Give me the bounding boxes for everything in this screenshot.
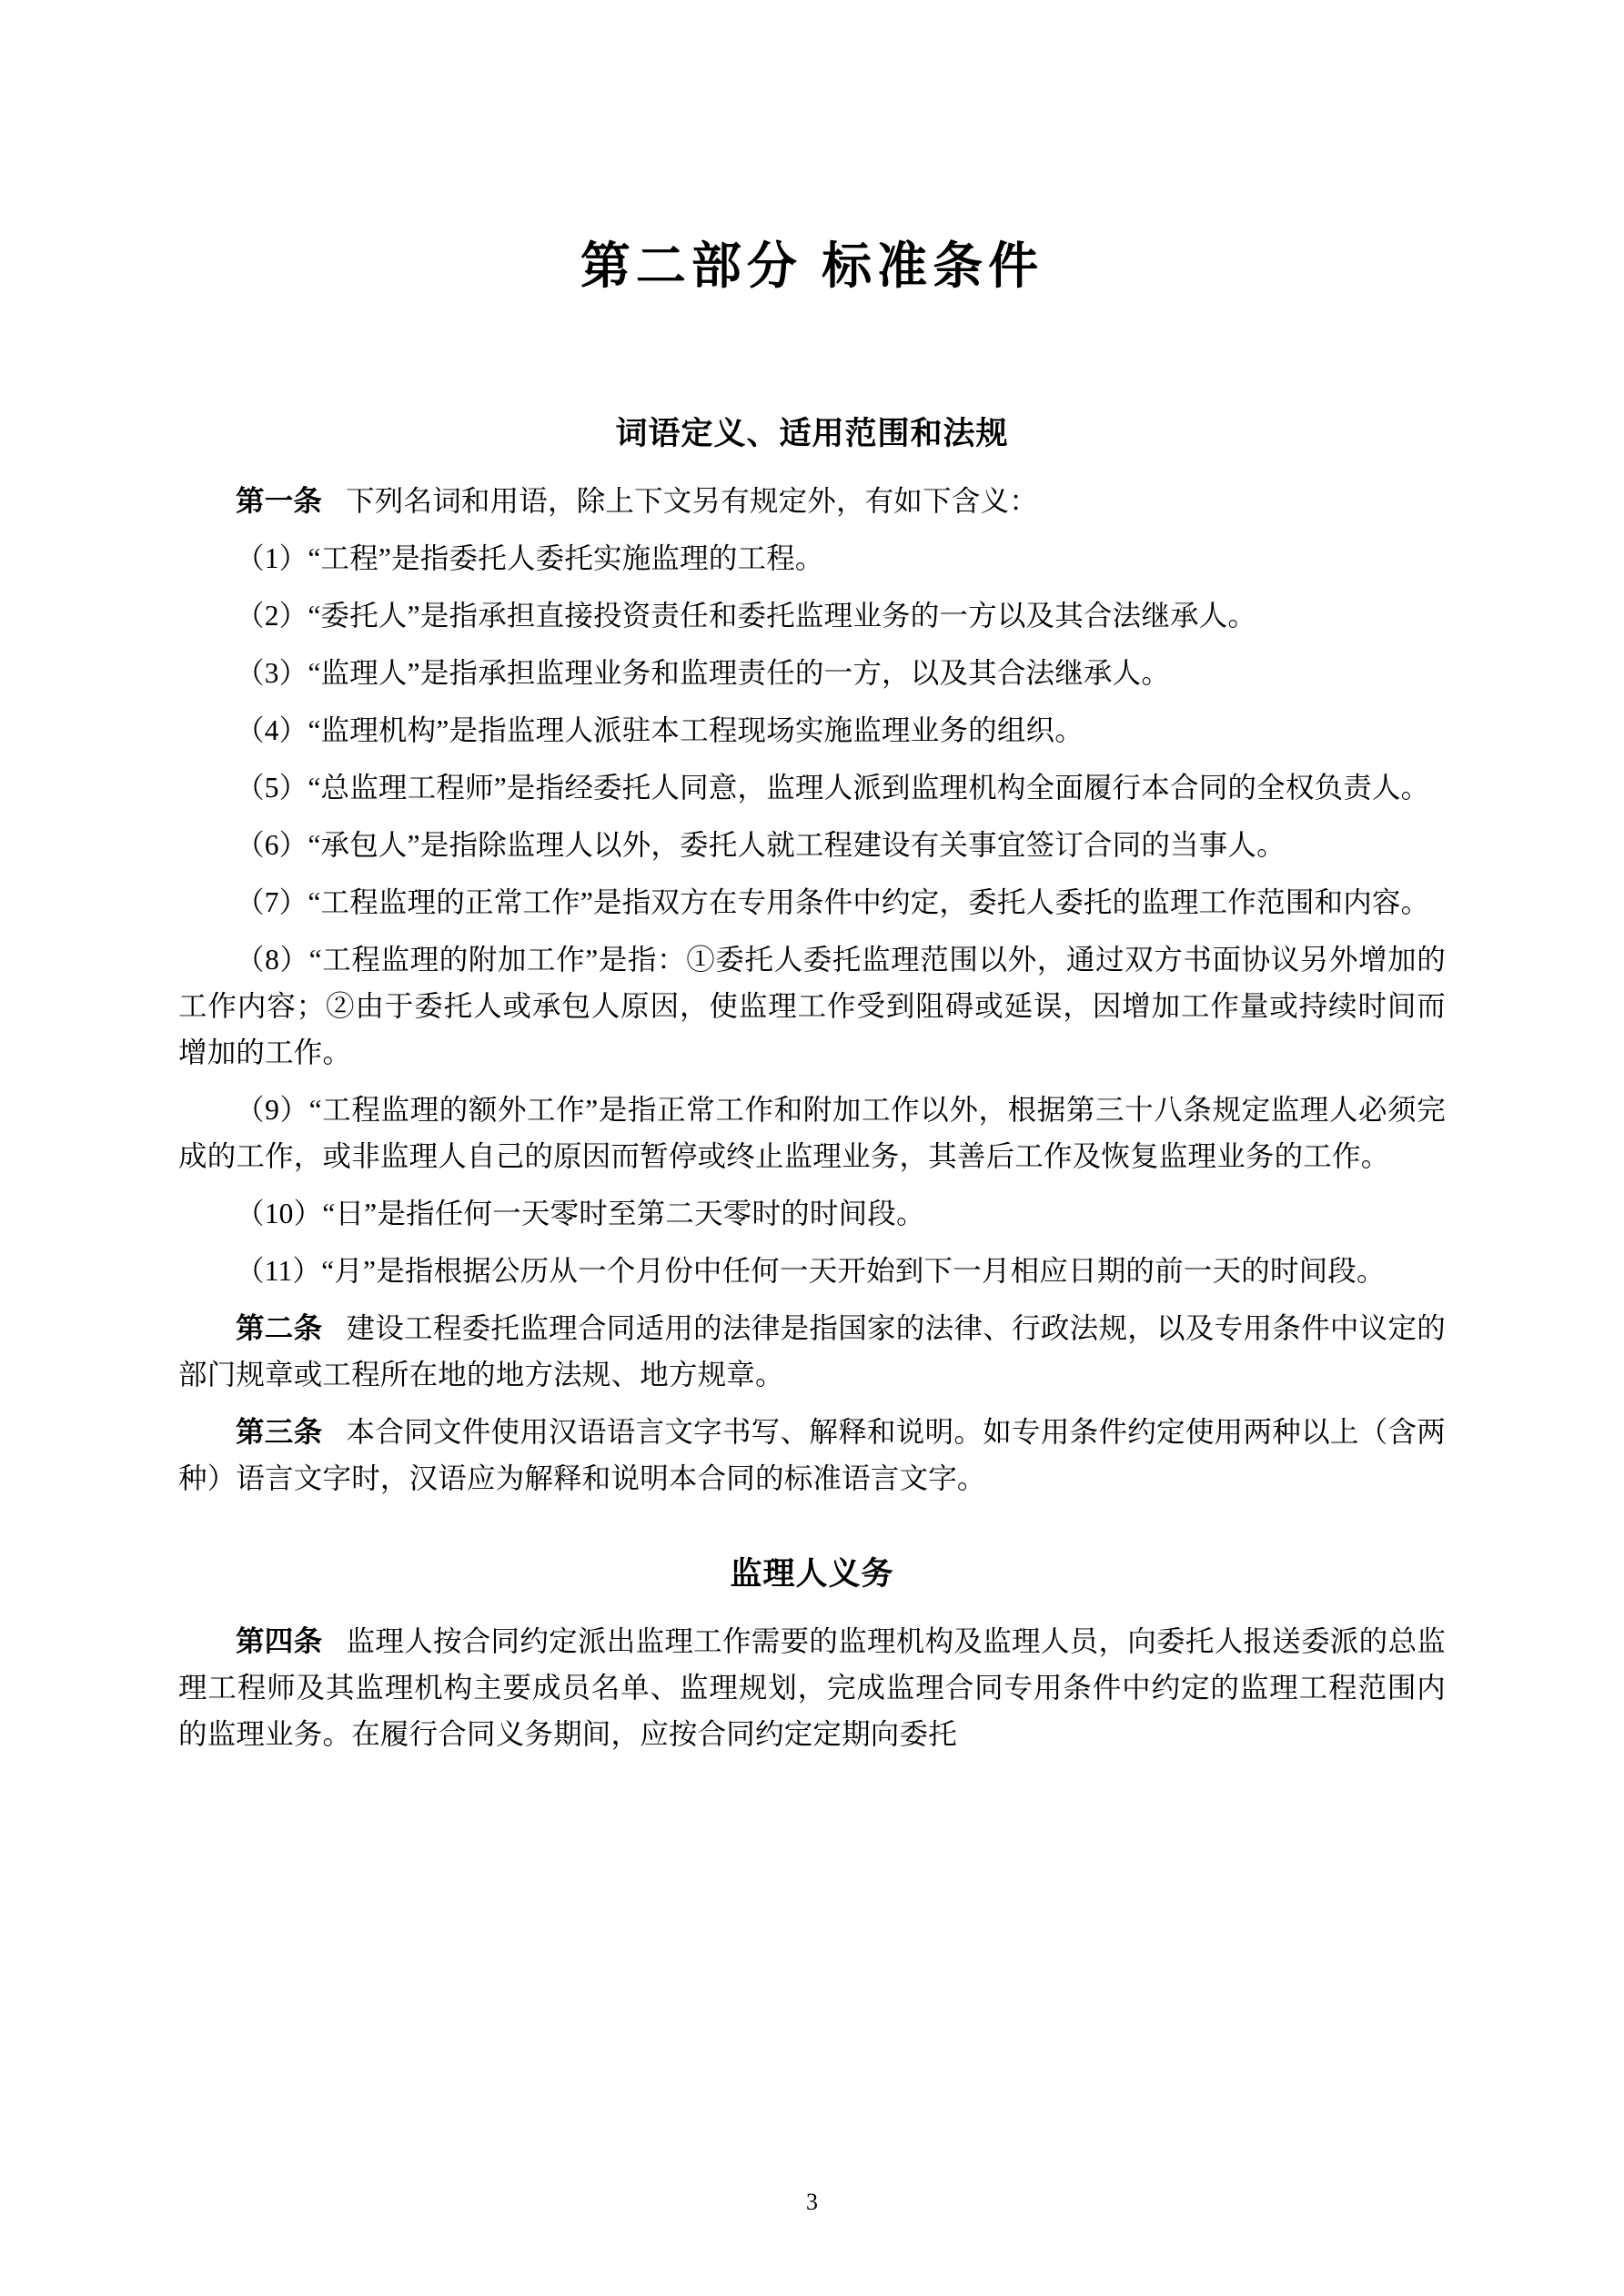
section-heading-definitions: 词语定义、适用范围和法规 (615, 416, 1009, 451)
paragraph-text: 下列名词和用语，除上下文另有规定外，有如下含义： (346, 485, 1038, 517)
paragraph-article-1 (178, 478, 1446, 524)
article-label: 第四条 (236, 1624, 323, 1658)
paragraph-item-6: （6）“承包人”是指除监理人以外，委托人就工程建设有关事宜签订合同的当事人。 (236, 829, 1286, 862)
paragraph-article-3 (178, 1409, 1446, 1502)
paragraph-article-4 (178, 1618, 1446, 1757)
paragraph-text: 本合同文件使用汉语语言文字书写、解释和说明。如专用条件约定使用两种以上（含两种）语言文字时，汉语应为解释和说明本合同的标准语言文字。 (178, 1416, 1446, 1495)
paragraph-article-2 (178, 1305, 1446, 1398)
article-label: 第二条 (236, 1311, 323, 1345)
paragraph-item-11: （11）“月”是指根据公历从一个月份中任何一天开始到下一月相应日期的前一天的时间段。 (236, 1255, 1386, 1288)
article-label: 第三条 (236, 1415, 323, 1449)
paragraph-item-9: （9）“工程监理的额外工作”是指正常工作和附加工作以外，根据第三十八条规定监理人必须完成的工作，或非监理人自己的原因而暂停或终止监理业务，其善后工作及恢复监理业务的工作。 (178, 1094, 1446, 1173)
article-label: 第一条 (236, 484, 323, 517)
paragraph-item-7: （7）“工程监理的正常工作”是指双方在专用条件中约定，委托人委托的监理工作范围和内容。 (236, 886, 1430, 919)
page-title: 第二部分 标准条件 (580, 238, 1044, 294)
paragraph-item-2: （2）“委托人”是指承担直接投资责任和委托监理业务的一方以及其合法继承人。 (236, 600, 1257, 632)
section-heading-supervisor-obligations: 监理人义务 (730, 1556, 894, 1593)
paragraph-item-3: （3）“监理人”是指承担监理业务和监理责任的一方，以及其合法继承人。 (236, 657, 1171, 690)
paragraph-item-5: （5）“总监理工程师”是指经委托人同意，监理人派到监理机构全面履行本合同的全权负责人。 (236, 772, 1430, 804)
paragraph-text: 监理人按合同约定派出监理工作需要的监理机构及监理人员，向委托人报送委派的总监理工程师及其监理机构主要成员名单、监理规划，完成监理合同专用条件中约定的监理工程范围内的监理业务。在履行合同义务期间，应按合同约定定期向委托 (178, 1625, 1446, 1751)
paragraph-item-10: （10）“日”是指任何一天零时至第二天零时的时间段。 (236, 1198, 925, 1230)
paragraph-item-1: （1）“工程”是指委托人委托实施监理的工程。 (236, 542, 824, 575)
paragraph-item-8: （8）“工程监理的附加工作”是指：①委托人委托监理范围以外，通过双方书面协议另外增加的工作内容；②由于委托人或承包人原因，使监理工作受到阻碍或延误，因增加工作量或持续时间而增加的工作。 (178, 944, 1446, 1069)
paragraph-text: 建设工程委托监理合同适用的法律是指国家的法律、行政法规，以及专用条件中议定的部门规章或工程所在地的地方法规、地方规章。 (178, 1312, 1446, 1391)
paragraph-item-4: （4）“监理机构”是指监理人派驻本工程现场实施监理业务的组织。 (236, 714, 1084, 747)
page-number: 3 (806, 2189, 818, 2215)
